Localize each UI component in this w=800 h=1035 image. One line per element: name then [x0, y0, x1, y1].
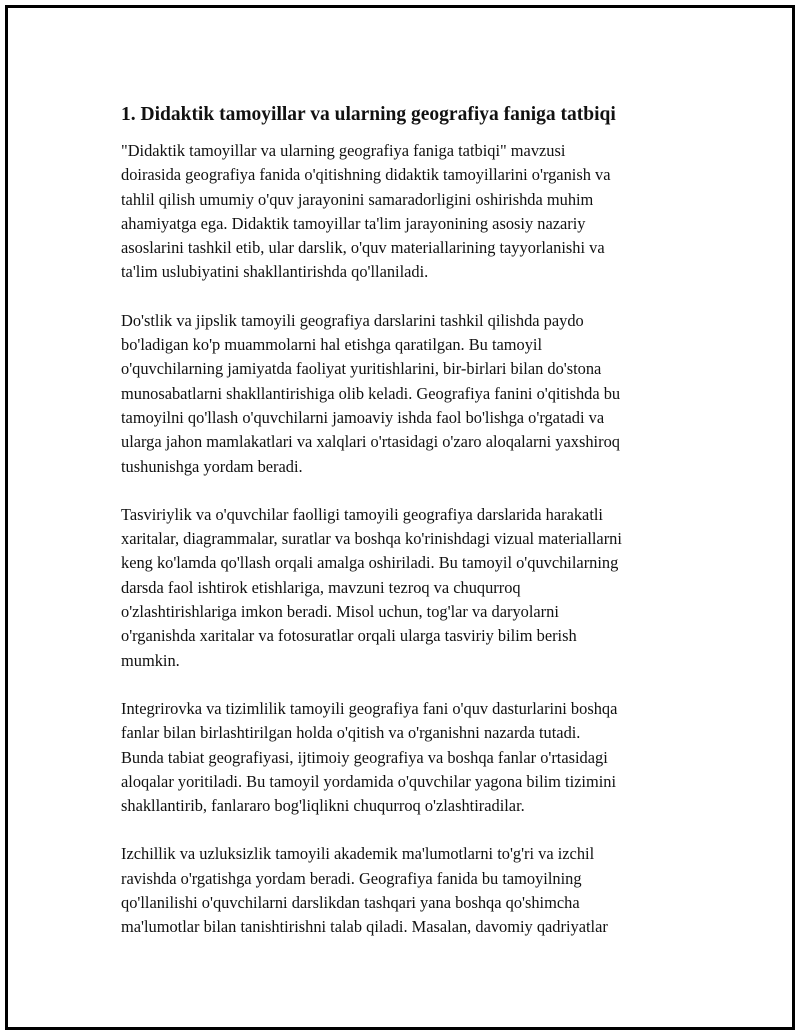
text-line: keng ko'lamda qo'llash orqali amalga oshiriladi. Bu tamoyil o'quvchilarning	[121, 553, 619, 573]
section-title: 1. Didaktik tamoyillar va ularning geografiya faniga tatbiqi	[121, 104, 616, 125]
text-line: o'zlashtirishlariga imkon beradi. Misol uchun, tog'lar va daryolarni	[121, 602, 559, 622]
text-line: tushunishga yordam beradi.	[121, 456, 303, 476]
text-line: bo'ladigan ko'p muammolarni hal etishga qaratilgan. Bu tamoyil	[121, 335, 543, 355]
text-line: ahamiyatga ega. Didaktik tamoyillar ta'lim jarayonining asosiy nazariy	[121, 213, 586, 233]
text-line: Do'stlik va jipslik tamoyili geografiya darslarini tashkil qilishda paydo	[121, 310, 584, 330]
text-line: ravishda o'rgatishga yordam beradi. Geografiya fanida bu tamoyilning	[121, 868, 582, 888]
text-line: ma'lumotlar bilan tanishtirishni talab qiladi. Masalan, davomiy qadriyatlar	[121, 917, 608, 937]
paragraph-intro	[121, 139, 711, 285]
text-line: xaritalar, diagrammalar, suratlar va boshqa ko'rinishdagi vizual materiallarni	[121, 529, 622, 549]
text-line: tahlil qilish umumiy o'quv jarayonini samaradorligini oshirishda muhim	[121, 189, 594, 209]
text-line: o'rganishda xaritalar va fotosuratlar orqali ularga tasviriy bilim berish	[121, 626, 577, 646]
paragraph-friendship-principle	[121, 309, 711, 479]
text-line: darsda faol ishtirok etishlariga, mavzuni tezroq va chuqurroq	[121, 577, 521, 597]
text-line: mumkin.	[121, 650, 180, 670]
paragraph-visual-principle	[121, 503, 711, 673]
text-line: Bunda tabiat geografiyasi, ijtimoiy geografiya va boshqa fanlar o'rtasidagi	[121, 747, 608, 767]
text-line: doirasida geografiya fanida o'qitishning didaktik tamoyillarini o'rganish va	[121, 165, 611, 185]
text-line: munosabatlarni shakllantirishiga olib keladi. Geografiya fanini o'qitishda bu	[121, 383, 621, 403]
document-body	[121, 101, 711, 964]
text-line: tamoyilni qo'llash o'quvchilarni jamoaviy ishda faol bo'lishga o'rgatadi va	[121, 407, 605, 427]
text-line: ta'lim uslubiyatini shakllantirishda qo'llaniladi.	[121, 262, 429, 282]
text-line: ularga jahon mamlakatlari va xalqlari o'rtasidagi o'zaro aloqalarni yaxshiroq	[121, 432, 620, 452]
text-line: o'quvchilarning jamiyatda faoliyat yuritishlarini, bir-birlari bilan do'stona	[121, 359, 602, 379]
text-line: Izchillik va uzluksizlik tamoyili akademik ma'lumotlarni to'g'ri va izchil	[121, 844, 595, 864]
text-line: Tasviriylik va o'quvchilar faolligi tamoyili geografiya darslarida harakatli	[121, 504, 603, 524]
text-line: aloqalar yoritiladi. Bu tamoyil yordamida o'quvchilar yagona bilim tizimini	[121, 771, 617, 791]
paragraph-consistency-principle	[121, 842, 711, 939]
text-line: Integrirovka va tizimlilik tamoyili geografiya fani o'quv dasturlarini boshqa	[121, 698, 618, 718]
text-line: asoslarini tashkil etib, ular darslik, o'quv materiallarining tayyorlanishi va	[121, 238, 605, 258]
text-line: qo'llanilishi o'quvchilarni darslikdan tashqari yana boshqa qo'shimcha	[121, 893, 580, 913]
text-line: shakllantirib, fanlararo bog'liqlikni chuqurroq o'zlashtiradilar.	[121, 796, 525, 816]
paragraph-integration-principle	[121, 697, 711, 818]
text-line: "Didaktik tamoyillar va ularning geografiya faniga tatbiqi" mavzusi	[121, 141, 566, 160]
text-line: fanlar bilan birlashtirilgan holda o'qitish va o'rganishni nazarda tutadi.	[121, 723, 581, 743]
page-frame	[5, 5, 795, 1030]
